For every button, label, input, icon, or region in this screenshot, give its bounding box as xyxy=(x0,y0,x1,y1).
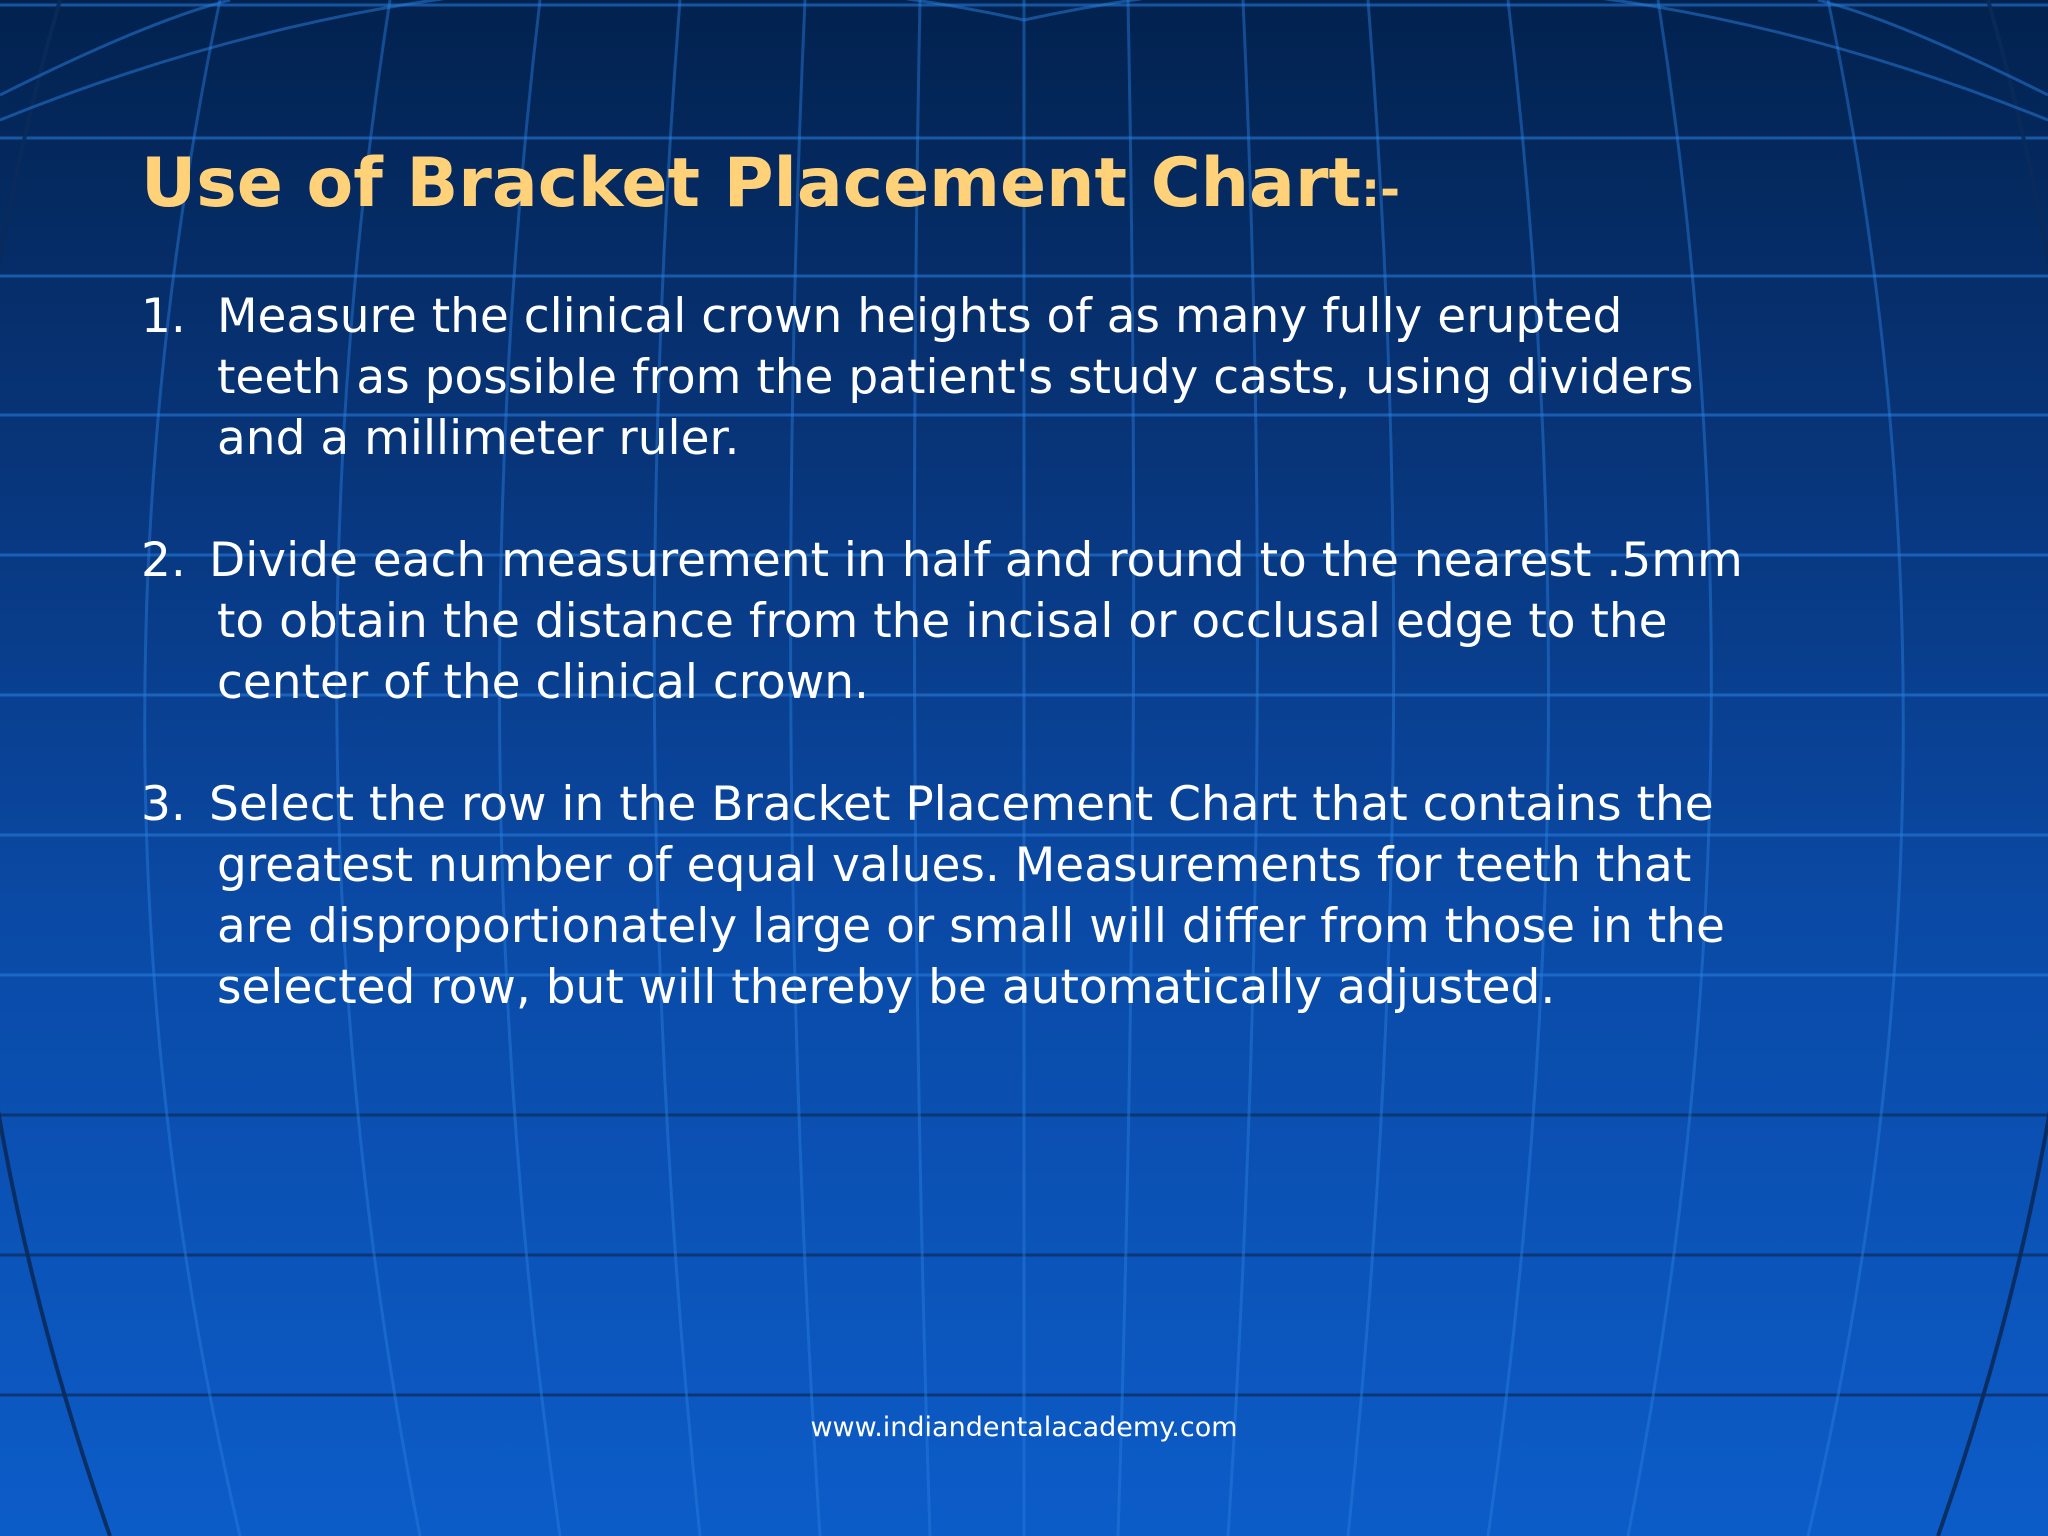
list-item-text xyxy=(217,286,1693,469)
list-item-line: and a millimeter ruler. xyxy=(217,411,740,466)
list-item-1 xyxy=(141,286,2001,469)
slide-title-text: Use of Bracket Placement Chart xyxy=(141,144,1361,223)
list-item-line: are disproportionately large or small will differ from those in the xyxy=(217,899,1725,954)
list-item-line: teeth as possible from the patient's study casts, using dividers xyxy=(217,350,1694,405)
list-item-line: greatest number of equal values. Measurements for teeth that xyxy=(217,838,1692,893)
list-item-line: Divide each measurement in half and round to the nearest .5mm xyxy=(209,533,1743,588)
slide-body xyxy=(141,286,2001,1079)
list-item-text xyxy=(209,530,1743,713)
list-item-line: Select the row in the Bracket Placement Chart that contains the xyxy=(209,777,1714,832)
list-item-line: Measure the clinical crown heights of as many fully erupted xyxy=(217,289,1623,344)
slide-title xyxy=(141,142,1400,232)
list-item-text xyxy=(209,774,1725,1018)
list-item-3 xyxy=(141,774,2001,1018)
list-item-2 xyxy=(141,530,2001,713)
list-item-number: 2. xyxy=(141,533,186,588)
list-item-line: selected row, but will thereby be automatically adjusted. xyxy=(217,960,1556,1015)
list-item-number: 3. xyxy=(141,777,186,832)
list-item-line: to obtain the distance from the incisal or occlusal edge to the xyxy=(217,594,1668,649)
slide-title-suffix: :- xyxy=(1360,162,1401,218)
list-item-line: center of the clinical crown. xyxy=(217,655,869,710)
footer-url: www.indiandentalacademy.com xyxy=(810,1412,1238,1443)
list-item-number: 1. xyxy=(141,289,186,344)
